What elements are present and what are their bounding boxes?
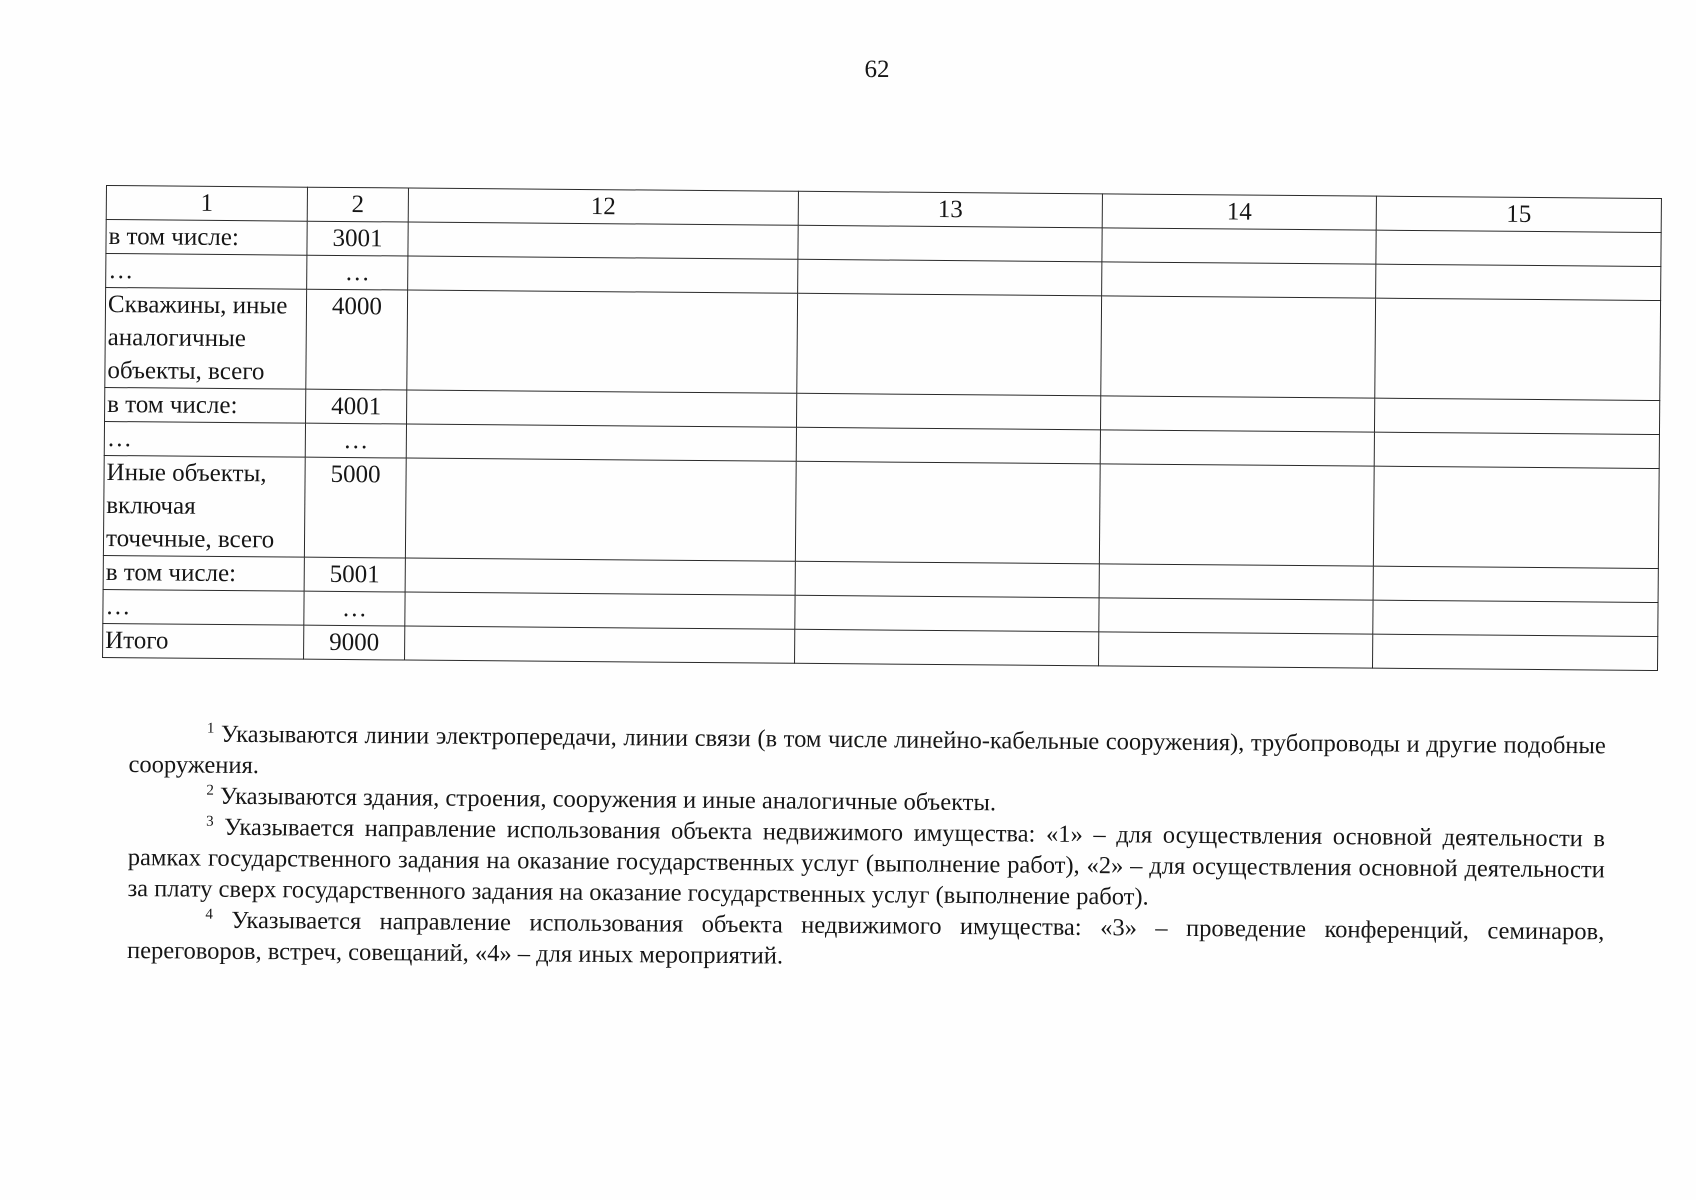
table-cell — [407, 390, 797, 427]
table-cell — [408, 256, 798, 293]
row-label: … — [103, 589, 304, 625]
table-cell — [795, 461, 1100, 564]
table-cell — [405, 592, 795, 629]
row-label: Итого — [103, 623, 304, 659]
footnote-mark: 1 — [206, 720, 215, 737]
row-label: Иные объекты, включая точечные, всего — [103, 455, 305, 557]
footnote-text: Указываются линии электропередачи, линии связи (в том числе линейно-кабельные сооружения), трубопроводы и другие подобные сооружения. — [128, 720, 1606, 780]
row-label: … — [106, 254, 307, 290]
column-header: 2 — [307, 187, 408, 222]
column-header: 12 — [408, 188, 798, 225]
table-cell — [1099, 598, 1373, 634]
footnote-text: Указывается направление использования объекта недвижимого имущества: «3» – проведение конференций, семинаров, переговоров, встреч, совещаний, «4» – для иных мероприятий. — [126, 906, 1605, 970]
table-cell — [796, 427, 1100, 464]
table-cell — [1100, 396, 1374, 432]
table-cell — [1373, 566, 1658, 602]
page-number: 62 — [864, 56, 890, 83]
table-cell — [1373, 466, 1659, 568]
table-cell — [1376, 264, 1661, 300]
column-header: 15 — [1376, 196, 1661, 232]
table-cell — [1372, 634, 1657, 670]
row-code: … — [305, 423, 406, 458]
table-cell — [1099, 464, 1374, 566]
row-label: в том числе: — [105, 387, 306, 423]
table-cell — [1101, 296, 1376, 398]
row-label: Скважины, иные аналогичные объекты, всего — [105, 288, 307, 390]
table-cell — [1376, 230, 1661, 266]
footnote — [127, 904, 1604, 978]
table-cell — [1375, 298, 1661, 400]
table-cell — [1374, 432, 1659, 468]
row-label: … — [104, 421, 305, 457]
table-cell — [408, 222, 798, 259]
table-cell — [795, 595, 1099, 632]
row-code: … — [307, 255, 408, 290]
footnote-text: Указывается направление использования объекта недвижимого имущества: «1» – для осуществления основной деятельности в рамках государственного задания на оказание государственных услуг (выполнение работ), «2» – для осуществления основной деятельности за плату сверх государственного задания на оказание государственных услуг (выполнение работ). — [127, 813, 1606, 911]
table-cell — [797, 293, 1102, 396]
footnote-mark: 2 — [206, 782, 214, 799]
row-code: 5001 — [304, 557, 405, 592]
footnote-mark: 3 — [206, 813, 214, 830]
row-code: 4001 — [306, 389, 407, 424]
table-cell — [1100, 430, 1374, 466]
table-cell — [798, 259, 1102, 296]
footnote — [127, 811, 1605, 916]
table-cell — [795, 629, 1099, 666]
row-code: 4000 — [306, 289, 408, 390]
row-code: 9000 — [304, 625, 405, 660]
row-label: в том числе: — [103, 555, 304, 591]
table-cell — [1102, 262, 1376, 298]
table-cell — [406, 424, 796, 461]
table-cell — [1373, 600, 1658, 636]
table-cell — [405, 626, 795, 663]
footnote-mark: 4 — [205, 906, 213, 923]
table-cell — [405, 558, 795, 595]
column-header: 13 — [798, 191, 1102, 228]
row-code: … — [304, 591, 405, 626]
footnotes — [127, 718, 1606, 978]
row-code: 5000 — [304, 457, 406, 558]
table-cell — [1102, 228, 1376, 264]
table-cell — [1374, 398, 1659, 434]
property-table-container — [102, 185, 1662, 671]
footnote-text: Указываются здания, строения, сооружения и иные аналогичные объекты. — [219, 782, 997, 817]
table-cell — [798, 225, 1102, 262]
table-cell — [407, 290, 798, 393]
column-header: 14 — [1102, 194, 1376, 230]
table-cell — [796, 393, 1100, 430]
row-code: 3001 — [307, 221, 408, 256]
table-cell — [1099, 564, 1373, 600]
property-table — [102, 185, 1662, 671]
table-cell — [795, 561, 1099, 598]
column-header: 1 — [106, 186, 307, 222]
table-cell — [405, 458, 796, 561]
row-label: в том числе: — [106, 220, 307, 256]
table-cell — [1099, 632, 1373, 668]
table-row — [105, 288, 1661, 401]
table-row — [103, 455, 1659, 568]
